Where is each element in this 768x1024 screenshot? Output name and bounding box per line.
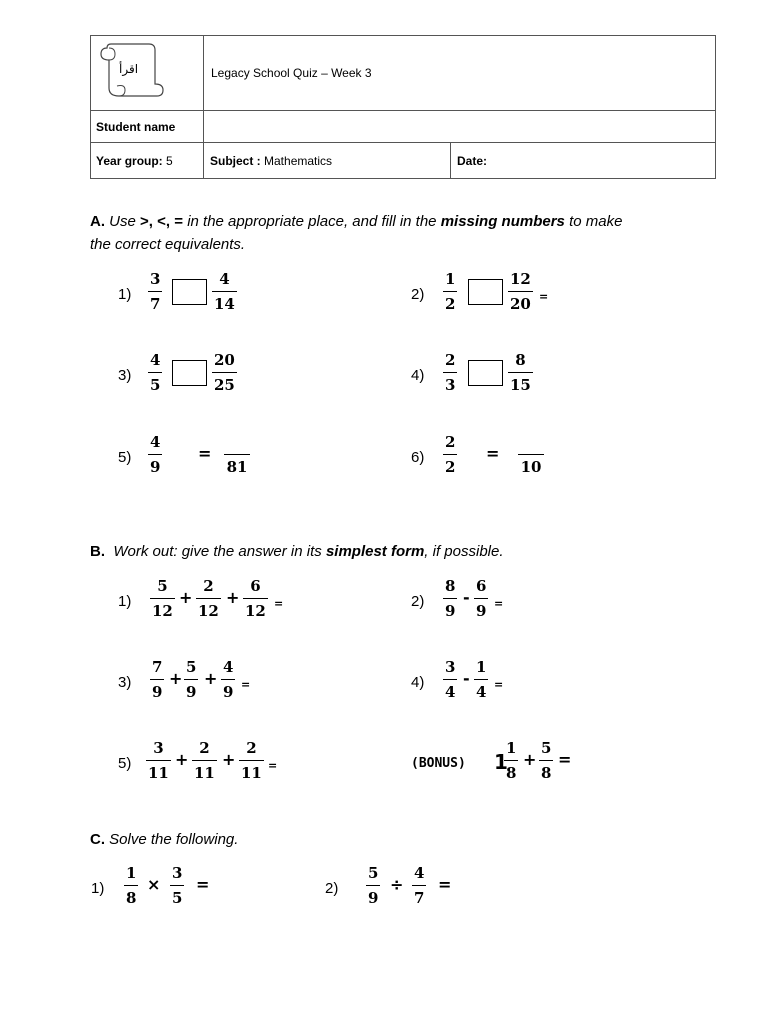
b3-fraction-3: 4 9 xyxy=(223,658,234,701)
bonus-fraction-1: 1 8 xyxy=(506,739,517,782)
c1-equals: = xyxy=(196,875,210,894)
logo-text: اقرأ xyxy=(119,62,139,76)
b2-minus: - xyxy=(463,588,470,607)
c2-fraction-2: 4 7 xyxy=(414,864,425,907)
quiz-title: Legacy School Quiz – Week 3 xyxy=(211,66,372,80)
c2-fraction-1: 5 9 xyxy=(368,864,379,907)
student-name-label: Student name xyxy=(96,119,176,134)
bonus-fraction-2: 5 8 xyxy=(541,739,552,782)
b3-plus-2: + xyxy=(204,669,218,688)
b2-fraction-1: 8 9 xyxy=(445,577,456,620)
b1-fraction-3: 6 12 xyxy=(245,577,266,620)
section-c-letter: C. xyxy=(90,831,105,848)
a3-answer-box[interactable] xyxy=(172,360,207,386)
a2-fraction-left: 1 2 xyxy=(445,270,456,313)
a2-equals: = xyxy=(539,290,549,303)
b5-equals: = xyxy=(268,759,278,772)
b-item-5-number: 5) xyxy=(118,755,132,772)
a2-fraction-right: 12 20 xyxy=(510,270,531,313)
a4-fraction-left: 2 3 xyxy=(445,351,456,394)
b1-plus-1: + xyxy=(179,588,193,607)
subject-value: Mathematics xyxy=(264,153,333,168)
b5-plus-2: + xyxy=(222,750,236,769)
b3-equals: = xyxy=(241,678,251,691)
b4-minus: - xyxy=(463,669,470,688)
c1-times: × xyxy=(147,875,161,894)
b-item-1-number: 1) xyxy=(118,593,132,610)
c-item-1-number: 1) xyxy=(91,880,105,897)
a-item-6-number: 6) xyxy=(411,449,425,466)
section-a-letter: A. xyxy=(90,213,105,230)
logo-cell xyxy=(91,36,204,111)
a1-fraction-right: 4 14 xyxy=(214,270,235,313)
a1-answer-box[interactable] xyxy=(172,279,207,305)
bonus-plus: + xyxy=(523,750,537,769)
b1-equals: = xyxy=(274,597,284,610)
a2-answer-box[interactable] xyxy=(468,279,503,305)
a5-equals: = xyxy=(198,444,212,463)
bonus-label: (BONUS) xyxy=(411,756,466,771)
a3-fraction-right: 20 25 xyxy=(214,351,235,394)
a5-fraction-left: 4 9 xyxy=(150,433,161,476)
b3-plus-1: + xyxy=(169,669,183,688)
section-c-instructions: C. Solve the following. xyxy=(90,831,239,848)
a6-fraction-right[interactable]: 10 xyxy=(518,433,544,476)
student-name-field[interactable] xyxy=(204,111,716,143)
a-item-2-number: 2) xyxy=(411,286,425,303)
b5-plus-1: + xyxy=(175,750,189,769)
b-item-4-number: 4) xyxy=(411,674,425,691)
c1-fraction-2: 3 5 xyxy=(172,864,183,907)
b5-fraction-1: 3 11 xyxy=(148,739,169,782)
a6-equals: = xyxy=(486,444,500,463)
b3-fraction-2: 5 9 xyxy=(186,658,197,701)
year-group-value: 5 xyxy=(166,153,173,168)
a-item-4-number: 4) xyxy=(411,367,425,384)
a6-fraction-left: 2 2 xyxy=(445,433,456,476)
b5-fraction-3: 2 11 xyxy=(241,739,262,782)
b2-equals: = xyxy=(494,597,504,610)
b4-fraction-2: 1 4 xyxy=(476,658,487,701)
c2-equals: = xyxy=(438,875,452,894)
bonus-equals: = xyxy=(558,750,572,769)
section-a-instructions: A. Use >, <, = in the appropriate place, and fill in the missing numbers to make the correct equivalents. xyxy=(90,213,623,253)
section-b-instructions: B. Work out: give the answer in its simplest form, if possible. xyxy=(90,543,504,560)
date-cell[interactable] xyxy=(451,143,716,179)
section-b-letter: B. xyxy=(90,543,105,560)
c2-divide: ÷ xyxy=(390,875,404,894)
b1-fraction-1: 5 12 xyxy=(152,577,173,620)
a-item-3-number: 3) xyxy=(118,367,132,384)
b1-fraction-2: 2 12 xyxy=(198,577,219,620)
b4-fraction-1: 3 4 xyxy=(445,658,456,701)
a1-fraction-left: 3 7 xyxy=(150,270,161,313)
a4-fraction-right: 8 15 xyxy=(510,351,531,394)
a5-fraction-right[interactable]: 81 xyxy=(224,433,250,476)
c1-fraction-1: 1 8 xyxy=(126,864,137,907)
year-group-label: Year group: xyxy=(96,153,163,168)
b5-fraction-2: 2 11 xyxy=(194,739,215,782)
date-label: Date: xyxy=(457,153,488,168)
b1-plus-2: + xyxy=(226,588,240,607)
header-table xyxy=(90,35,716,179)
c-item-2-number: 2) xyxy=(325,880,339,897)
b3-fraction-1: 7 9 xyxy=(152,658,163,701)
b2-fraction-2: 6 9 xyxy=(476,577,487,620)
bonus-whole-number: 1 xyxy=(494,750,508,774)
b-item-2-number: 2) xyxy=(411,593,425,610)
b4-equals: = xyxy=(494,678,504,691)
a4-answer-box[interactable] xyxy=(468,360,503,386)
a-item-5-number: 5) xyxy=(118,449,132,466)
subject-label: Subject : xyxy=(210,153,261,168)
a-item-1-number: 1) xyxy=(118,286,132,303)
b-item-3-number: 3) xyxy=(118,674,132,691)
a3-fraction-left: 4 5 xyxy=(150,351,161,394)
